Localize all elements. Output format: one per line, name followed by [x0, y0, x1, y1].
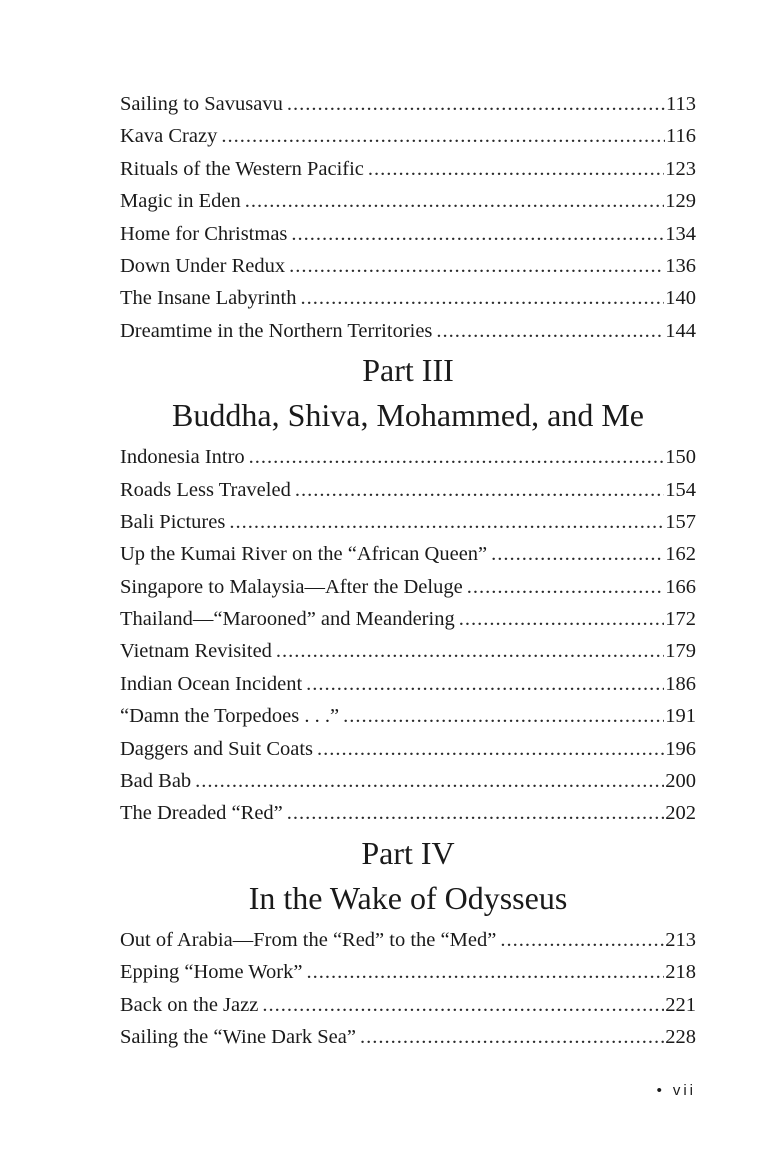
dot-leader — [459, 603, 665, 635]
toc-entry-page: 123 — [665, 157, 696, 180]
dot-leader — [229, 506, 664, 538]
toc-entry-title: Vietnam Revisited — [120, 640, 272, 663]
dot-leader — [306, 668, 664, 700]
dot-leader — [360, 1021, 664, 1053]
toc-entry-title: Out of Arabia—From the “Red” to the “Med” — [120, 928, 497, 951]
toc-entry — [120, 218, 696, 250]
toc-entry-page: 221 — [665, 993, 696, 1016]
dot-leader — [436, 315, 664, 347]
dot-leader — [343, 700, 664, 732]
dot-leader — [500, 924, 664, 956]
toc-entry — [120, 989, 696, 1021]
toc-entry-title: Roads Less Traveled — [120, 478, 291, 501]
toc-entry-title: Down Under Redux — [120, 254, 286, 277]
toc-entry-title: Home for Christmas — [120, 222, 288, 245]
toc-entry-page: 202 — [665, 802, 696, 825]
toc-entry-page: 200 — [665, 770, 696, 793]
dot-leader — [317, 733, 664, 765]
bullet-icon: • — [656, 1082, 665, 1099]
dot-leader — [221, 120, 665, 152]
toc-entry-page: 116 — [666, 125, 696, 148]
part-title: Buddha, Shiva, Mohammed, and Me — [172, 397, 644, 434]
toc-entry-page: 113 — [666, 93, 696, 115]
part-label: Part IV — [361, 834, 455, 871]
toc-section-a — [120, 88, 696, 347]
toc-entry-title: Indian Ocean Incident — [120, 672, 303, 695]
dot-leader — [300, 282, 664, 314]
toc-entry-title: Bali Pictures — [120, 510, 226, 533]
toc-entry — [120, 797, 696, 829]
toc-entry-page: 196 — [665, 737, 696, 760]
toc-entry-title: Magic in Eden — [120, 190, 241, 213]
dot-leader — [195, 765, 664, 797]
dot-leader — [289, 250, 664, 282]
toc-entry-page: 144 — [665, 319, 696, 342]
toc-entry-title: The Insane Labyrinth — [120, 287, 297, 310]
toc-entry-page: 157 — [665, 510, 696, 533]
toc-entry — [120, 956, 696, 988]
dot-leader — [368, 153, 664, 185]
toc-entry-page: 172 — [665, 608, 696, 631]
page-footer — [657, 1082, 696, 1099]
toc-entry — [120, 635, 696, 667]
part-title: In the Wake of Odysseus — [248, 879, 568, 916]
toc-entry-page: 136 — [665, 254, 696, 277]
toc-entry-page: 191 — [665, 705, 696, 728]
toc-entry-title: Bad Bab — [120, 770, 192, 793]
toc-entry-title: Rituals of the Western Pacific — [120, 157, 364, 180]
toc-entry — [120, 153, 696, 185]
toc-entry — [120, 733, 696, 765]
toc-entry-page: 218 — [665, 961, 696, 984]
toc-entry — [120, 668, 696, 700]
toc-entry-title: Back on the Jazz — [120, 993, 259, 1016]
page-number: vii — [672, 1082, 696, 1099]
dot-leader — [287, 88, 665, 120]
dot-leader — [491, 538, 664, 570]
toc-entry-page: 129 — [665, 190, 696, 213]
toc-entry-title: Sailing the “Wine Dark Sea” — [120, 1025, 356, 1048]
toc-entry — [120, 120, 696, 152]
toc-entry-title: “Damn the Torpedoes . . .” — [120, 705, 340, 728]
dot-leader — [306, 956, 664, 988]
toc-entry — [120, 88, 696, 120]
toc-entry-page: 140 — [665, 287, 696, 310]
toc-entry-title: The Dreaded “Red” — [120, 802, 283, 825]
toc-entry-title: Thailand—“Marooned” and Meandering — [120, 608, 455, 631]
toc-entry — [120, 250, 696, 282]
toc-section-part4 — [120, 924, 696, 1054]
toc-entry — [120, 603, 696, 635]
toc-entry-page: 134 — [665, 222, 696, 245]
dot-leader — [245, 185, 665, 217]
toc-entry-page: 154 — [665, 478, 696, 501]
dot-leader — [249, 441, 665, 473]
dot-leader — [467, 571, 665, 603]
toc-entry-title: Daggers and Suit Coats — [120, 737, 314, 760]
toc-entry-page: 186 — [665, 672, 696, 695]
toc-entry — [120, 474, 696, 506]
toc-entry — [120, 700, 696, 732]
toc-entry — [120, 538, 696, 570]
toc-entry — [120, 765, 696, 797]
toc-entry — [120, 282, 696, 314]
toc-entry-title: Sailing to Savusavu — [120, 93, 283, 115]
toc-entry — [120, 571, 696, 603]
toc-entry-page: 162 — [665, 543, 696, 566]
toc-entry-title: Indonesia Intro — [120, 446, 245, 469]
toc-entry-title: Kava Crazy — [120, 125, 218, 148]
toc-entry-page: 150 — [665, 446, 696, 469]
toc-entry — [120, 506, 696, 538]
toc-entry — [120, 315, 696, 347]
toc-entry-title: Epping “Home Work” — [120, 961, 303, 984]
toc-entry — [120, 924, 696, 956]
part-label: Part III — [362, 352, 454, 389]
dot-leader — [276, 635, 664, 667]
dot-leader — [291, 218, 664, 250]
toc-entry — [120, 185, 696, 217]
dot-leader — [287, 797, 664, 829]
dot-leader — [295, 474, 664, 506]
toc-entry — [120, 441, 696, 473]
dot-leader — [262, 989, 664, 1021]
toc-entry — [120, 1021, 696, 1053]
toc-entry-title: Dreamtime in the Northern Territories — [120, 319, 433, 342]
toc-entry-page: 179 — [665, 640, 696, 663]
toc-entry-title: Up the Kumai River on the “African Queen” — [120, 543, 488, 566]
table-of-contents — [120, 88, 696, 1053]
toc-entry-title: Singapore to Malaysia—After the Deluge — [120, 575, 463, 598]
toc-entry-page: 166 — [665, 575, 696, 598]
toc-entry-page: 228 — [665, 1025, 696, 1048]
toc-section-part3 — [120, 441, 696, 830]
toc-entry-page: 213 — [665, 928, 696, 951]
